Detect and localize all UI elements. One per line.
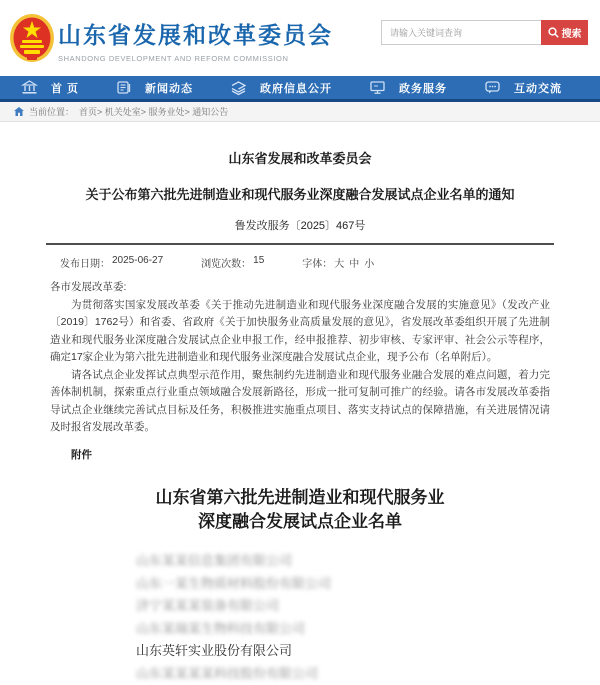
publish-date-label: 发布日期：	[60, 255, 110, 270]
article-title: 关于公布第六批先进制造业和现代服务业深度融合发展试点企业名单的通知	[36, 184, 564, 203]
font-size-small[interactable]: 小	[364, 255, 374, 270]
company-name-redacted: 山东某某信息集团有限公司	[136, 550, 564, 573]
company-list	[136, 550, 564, 685]
salutation: 各市发展改革委:	[50, 279, 550, 297]
view-count	[201, 255, 264, 270]
font-size-large[interactable]: 大	[334, 255, 344, 270]
nav-item-home[interactable]	[22, 80, 79, 96]
site-header	[0, 0, 600, 76]
article-body	[50, 279, 550, 464]
nav-item-news[interactable]	[117, 80, 193, 96]
breadcrumb-label: 当前位置：	[29, 105, 74, 118]
publish-date	[60, 255, 163, 270]
company-name-redacted: 山东某某某某科技股份有限公司	[136, 663, 564, 685]
main-nav	[0, 76, 600, 102]
nav-item-label: 政务服务	[399, 80, 447, 96]
nav-item-interaction[interactable]	[485, 80, 562, 96]
attachment-label: 附件	[50, 447, 550, 465]
brand-block	[58, 17, 333, 63]
company-name-redacted: 山东某瑞某生物科技有限公司	[136, 618, 564, 641]
chat-icon	[485, 81, 500, 94]
search-icon	[548, 27, 559, 38]
doc-number: 鲁发改服务〔2025〕467号	[36, 217, 564, 233]
breadcrumb	[0, 102, 600, 122]
paragraph: 请各试点企业发挥试点典型示范作用，聚焦制约先进制造业和现代服务业融合发展的难点问题，着力完善体制机制，探索重点行业重点领域融合发展新路径，形成一批可复制可推广的经验。请各市发展改革委指导试点企业继续完善试点目标及任务，积极推进实施重点项目、落实支持试点的保障措施，有关进展情况请及时报省发展改革委。	[50, 367, 550, 437]
site-title-en: SHANDONG DEVELOPMENT AND REFORM COMMISSION	[58, 54, 333, 63]
nav-item-label: 互动交流	[514, 80, 562, 96]
font-size-medium[interactable]: 中	[349, 255, 359, 270]
layers-icon	[231, 81, 246, 95]
publish-date-value: 2025-06-27	[112, 255, 163, 270]
search-button-label: 搜索	[562, 25, 582, 40]
nav-item-label: 新闻动态	[145, 80, 193, 96]
view-count-value: 15	[253, 255, 264, 270]
company-name: 山东英轩实业股份有限公司	[136, 640, 564, 663]
nav-item-label: 政府信息公开	[260, 80, 332, 96]
company-name-redacted: 山东一某生物质材料股份有限公司	[136, 573, 564, 596]
font-size-control	[302, 255, 374, 270]
title-divider	[46, 243, 554, 245]
font-size-label: 字体：	[302, 255, 332, 270]
nav-item-gov-service[interactable]	[370, 80, 447, 96]
company-name-redacted: 济宁某某某装备有限公司	[136, 595, 564, 618]
nav-item-label: 首 页	[51, 80, 79, 96]
attachment-title	[36, 486, 564, 534]
search-input[interactable]	[381, 20, 541, 45]
attachment-title-line2: 深度融合发展试点企业名单	[36, 510, 564, 534]
monitor-icon	[370, 81, 385, 94]
search-button[interactable]	[541, 20, 588, 45]
building-icon	[22, 81, 37, 94]
article-meta	[60, 255, 564, 270]
search-bar	[381, 20, 588, 45]
attachment-title-line1: 山东省第六批先进制造业和现代服务业	[36, 486, 564, 510]
paragraph: 为贯彻落实国家发展改革委《关于推动先进制造业和现代服务业深度融合发展的实施意见》（发改产业〔2019〕1762号）和省委、省政府《关于加快服务业高质量发展的意见》，省发展改革委组织开展了先进制造业和现代服务业深度融合发展试点企业申报工作，经申报推荐、初步审核、专家评审、社会公示等程序，确定17家企业为第六批先进制造业和现代服务业深度融合发展试点企业，现予公布（名单附后）。	[50, 297, 550, 367]
nav-item-gov-info[interactable]	[231, 80, 332, 96]
attachment-section	[36, 486, 564, 685]
home-icon	[14, 107, 24, 116]
site-title: 山东省发展和改革委员会	[58, 17, 333, 50]
breadcrumb-path[interactable]: 首页> 机关处室> 服务业处> 通知公告	[79, 105, 228, 118]
national-emblem-logo	[9, 13, 55, 63]
article-org-title: 山东省发展和改革委员会	[36, 148, 564, 167]
view-count-label: 浏览次数：	[201, 255, 251, 270]
article	[0, 122, 600, 685]
news-icon	[117, 81, 131, 94]
